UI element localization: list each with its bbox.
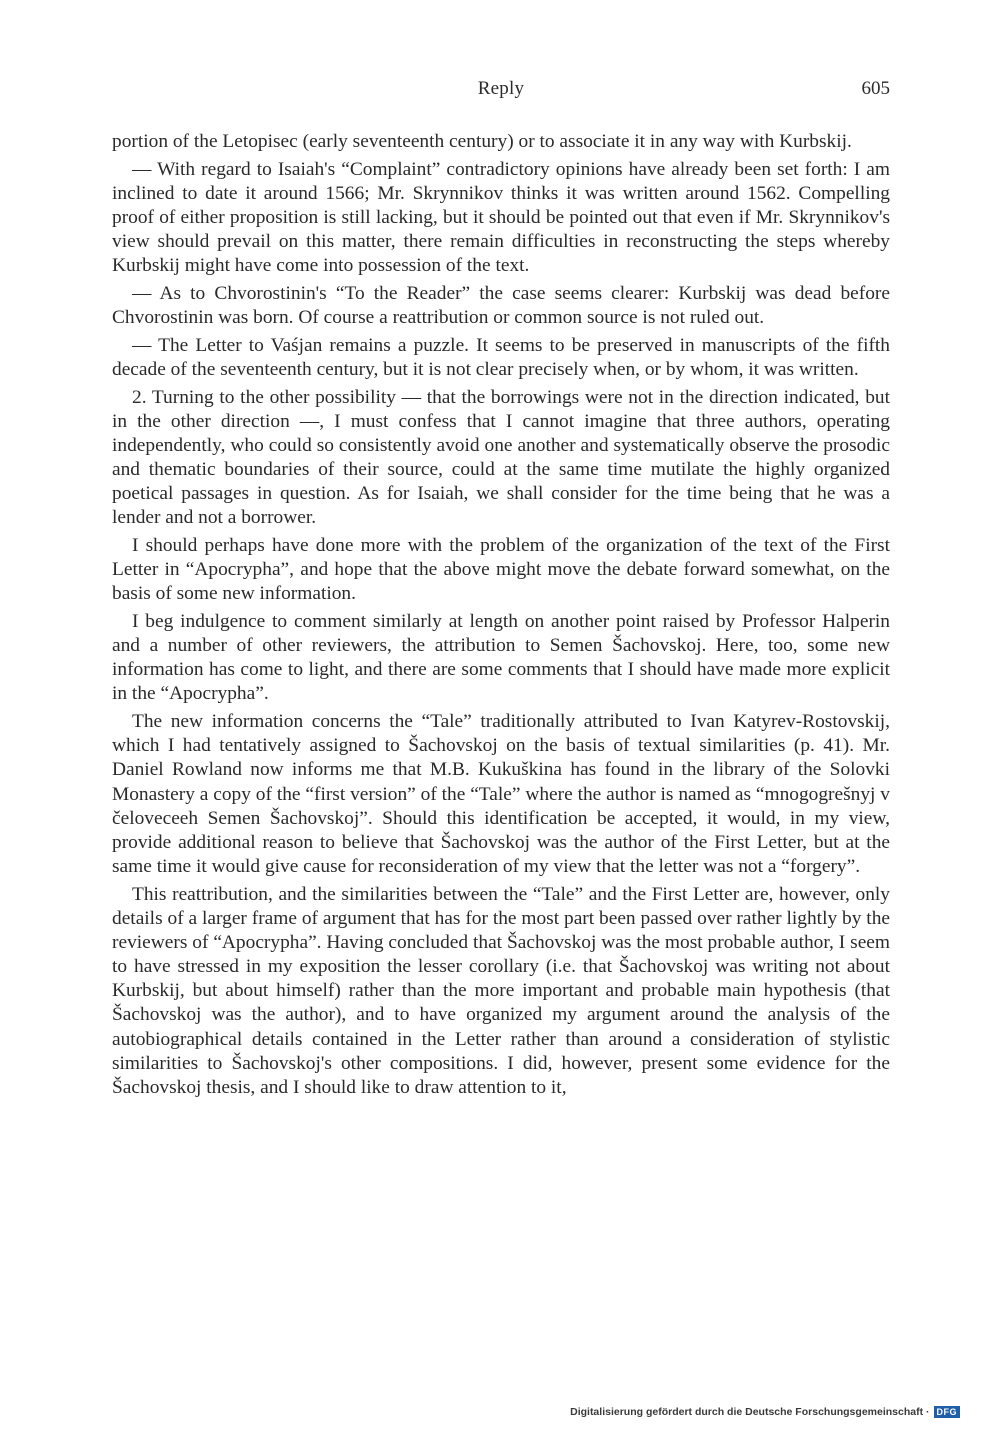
paragraph-4: — The Letter to Vaśjan remains a puzzle. It seems to be preserved in manuscripts of the fifth decade of the seventeenth century, but it is not clear precisely when, or by whom, it was written.	[112, 334, 890, 380]
paragraph-8: The new information concerns the “Tale” traditionally attributed to Ivan Katyrev-Rostovskij, which I had tentatively assigned to Šachovskoj on the basis of textual similarities (p. 41). Mr. Daniel Rowland now informs me that M.B. Kukuškina has found in the library of the Solovki Monastery a copy of the “first version” of the “Tale” where the author is named as “mnogogrešnyj v čeloveceeh Semen Šachovskoj”. Should this identification be accepted, it would, in my view, provide additional reason to believe that Šachovskoj was the author of the First Letter, but at the same time it would give cause for reconsideration of my view that the letter was not a “forgery”.	[112, 711, 890, 878]
body-text	[112, 130, 890, 1104]
running-title: Reply	[477, 78, 525, 99]
paragraph-5: 2. Turning to the other possibility — that the borrowings were not in the direction indicated, but in the other direction —, I must confess that I cannot imagine that three authors, operating independently, who could so consistently avoid one another and systematically observe the prosodic and thematic boundaries of their source, could at the same time mutilate the highly organized poetical passages in question. As for Isaiah, we shall consider for the time being that he was a lender and not a borrower.	[112, 386, 890, 529]
running-head	[112, 78, 890, 106]
paragraph-6: I should perhaps have done more with the problem of the organization of the text of the First Letter in “Apocrypha”, and hope that the above might move the debate forward somewhat, on the basis of some new information.	[112, 535, 890, 605]
paragraph-7: I beg indulgence to comment similarly at length on another point raised by Professor Halperin and a number of other reviewers, the attribution to Semen Šachovskoj. Here, too, some new information has come to light, and there are some comments that I should have made more explicit in the “Apocrypha”.	[112, 610, 890, 705]
credit-text: Digitalisierung gefördert durch die Deutsche Forschungsgemeinschaft ·	[570, 1406, 930, 1418]
paragraph-2: — With regard to Isaiah's “Complaint” contradictory opinions have already been set forth: I am inclined to date it around 1566; Mr. Skrynnikov thinks it was written around 1562. Compelling proof of either proposition is still lacking, but it should be pointed out that even if Mr. Skrynnikov's view should prevail on this matter, there remain difficulties in reconstructing the steps whereby Kurbskij might have come into possession of the text.	[112, 158, 890, 277]
page-number: 605	[861, 78, 890, 99]
paragraph-9: This reattribution, and the similarities between the “Tale” and the First Letter are, however, only details of a larger frame of argument that has for the most part been passed over rather lightly by the reviewers of “Apocrypha”. Having concluded that Šachovskoj was the most probable author, I seem to have stressed in my exposition the lesser corollary (i.e. that Šachovskoj was writing not about Kurbskij, but about himself) rather than the more important and probable main hypothesis (that Šachovskoj was the author), and to have organized my argument around the analysis of the autobiographical details contained in the Letter rather than around a consideration of stylistic similarities to Šachovskoj's other compositions. I did, however, present some evidence for the Šachovskoj thesis, and I should like to draw attention to it,	[112, 883, 890, 1098]
paragraph-3: — As to Chvorostinin's “To the Reader” the case seems clearer: Kurbskij was dead before Chvorostinin was born. Of course a reattribution or common source is not ruled out.	[112, 282, 890, 329]
dfg-logo: DFG	[934, 1406, 961, 1418]
paragraph-1: portion of the Letopisec (early seventeenth century) or to associate it in any way with Kurbskij.	[112, 131, 852, 152]
digitization-credit	[570, 1406, 960, 1418]
